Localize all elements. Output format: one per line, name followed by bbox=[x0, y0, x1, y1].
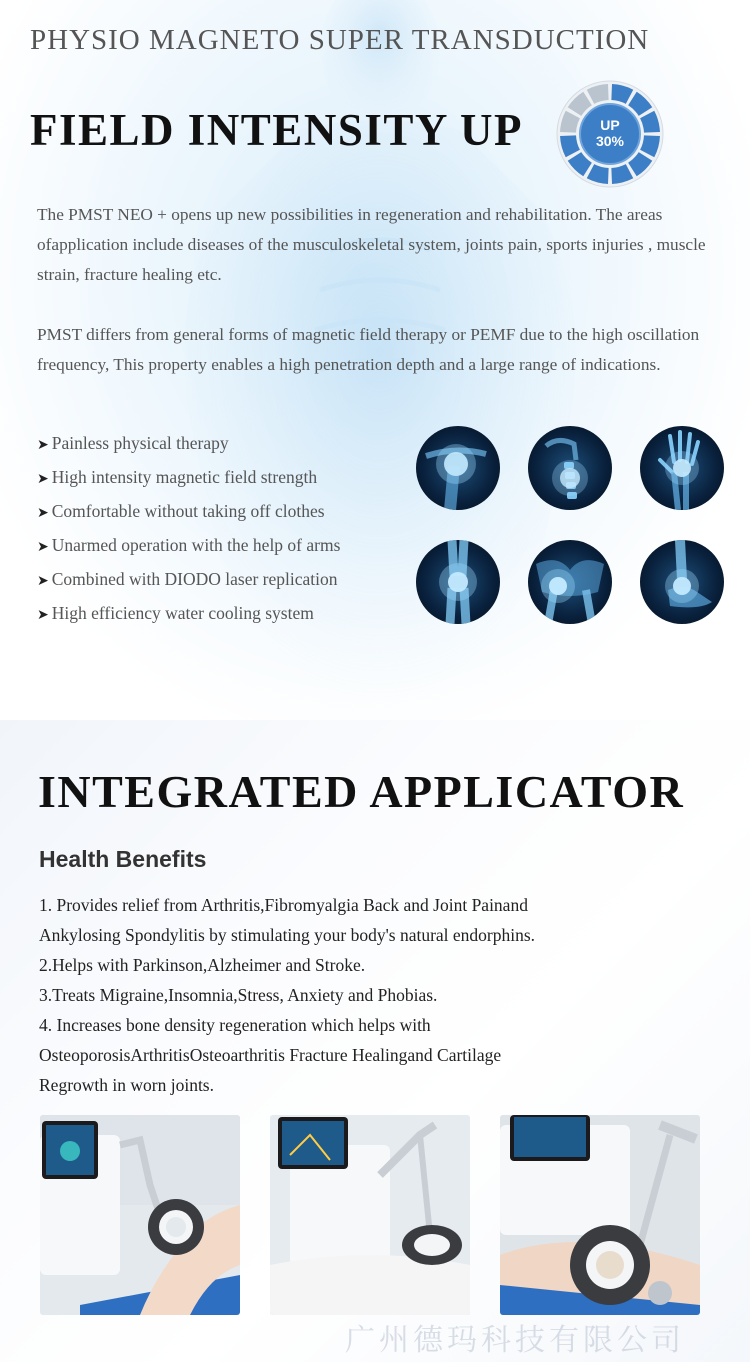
health-benefits-list bbox=[39, 890, 719, 1100]
field-intensity-title: FIELD INTENSITY UP bbox=[30, 105, 523, 155]
intro-paragraph: The PMST NEO + opens up new possibilities in regeneration and rehabilitation. The areas ofapplication include diseases of the musculoskeletal system, joints pain, sports injuries , muscle strain, fracture healing etc. bbox=[37, 205, 706, 284]
feature-item: ➤ Combined with DIODO laser replication bbox=[37, 569, 338, 589]
page-subtitle: PHYSIO MAGNETO SUPER TRANSDUCTION bbox=[30, 24, 650, 56]
feature-item: ➤ High efficiency water cooling system bbox=[37, 603, 314, 623]
feature-item: ➤ Painless physical therapy bbox=[37, 433, 229, 453]
arrow-icon: ➤ bbox=[37, 607, 49, 623]
integrated-applicator-section bbox=[0, 720, 750, 1362]
arrow-icon: ➤ bbox=[37, 471, 49, 487]
device-treatment-photo-back bbox=[500, 1115, 700, 1315]
knee-xray-icon bbox=[416, 540, 500, 624]
up-30-percent-badge bbox=[556, 80, 664, 188]
pmst-difference-paragraph: PMST differs from general forms of magnetic field therapy or PEMF due to the high oscillation frequency, This property enables a high penetration depth and a large range of indications. bbox=[37, 325, 700, 374]
neck-xray-icon bbox=[528, 426, 612, 510]
benefit-line: 1. Provides relief from Arthritis,Fibromyalgia Back and Joint Painand bbox=[39, 895, 528, 915]
benefit-line: Regrowth in worn joints. bbox=[39, 1075, 214, 1095]
arrow-icon: ➤ bbox=[37, 437, 49, 453]
benefit-line: 4. Increases bone density regeneration which helps with bbox=[39, 1015, 431, 1035]
benefit-line: Ankylosing Spondylitis by stimulating your body's natural endorphins. bbox=[39, 925, 536, 945]
integrated-applicator-title: INTEGRATED APPLICATOR bbox=[38, 766, 685, 817]
feature-item: ➤ Comfortable without taking off clothes bbox=[37, 501, 325, 521]
ankle-xray-icon bbox=[640, 540, 724, 624]
arrow-icon: ➤ bbox=[37, 539, 49, 555]
hand-xray-icon bbox=[640, 426, 724, 510]
feature-item: ➤ Unarmed operation with the help of arms bbox=[37, 535, 341, 555]
device-treatment-photo-abdomen bbox=[270, 1115, 470, 1315]
health-benefits-heading: Health Benefits bbox=[39, 846, 207, 872]
benefit-line: 2.Helps with Parkinson,Alzheimer and Stroke. bbox=[39, 955, 366, 975]
arrow-icon: ➤ bbox=[37, 505, 49, 521]
badge-line-up: UP bbox=[600, 117, 620, 133]
arrow-icon: ➤ bbox=[37, 573, 49, 589]
benefit-line: OsteoporosisArthritisOsteoarthritis Fracture Healingand Cartilage bbox=[39, 1045, 502, 1065]
feature-list bbox=[37, 427, 340, 631]
benefit-line: 3.Treats Migraine,Insomnia,Stress, Anxiety and Phobias. bbox=[39, 985, 438, 1005]
badge-line-percent: 30% bbox=[595, 133, 625, 149]
hip-xray-icon bbox=[528, 540, 612, 624]
feature-item: ➤ High intensity magnetic field strength bbox=[37, 467, 318, 487]
shoulder-xray-icon bbox=[416, 426, 500, 510]
company-watermark: 广州德玛科技有限公司 bbox=[345, 1323, 685, 1358]
device-treatment-photo-legs bbox=[40, 1115, 240, 1315]
